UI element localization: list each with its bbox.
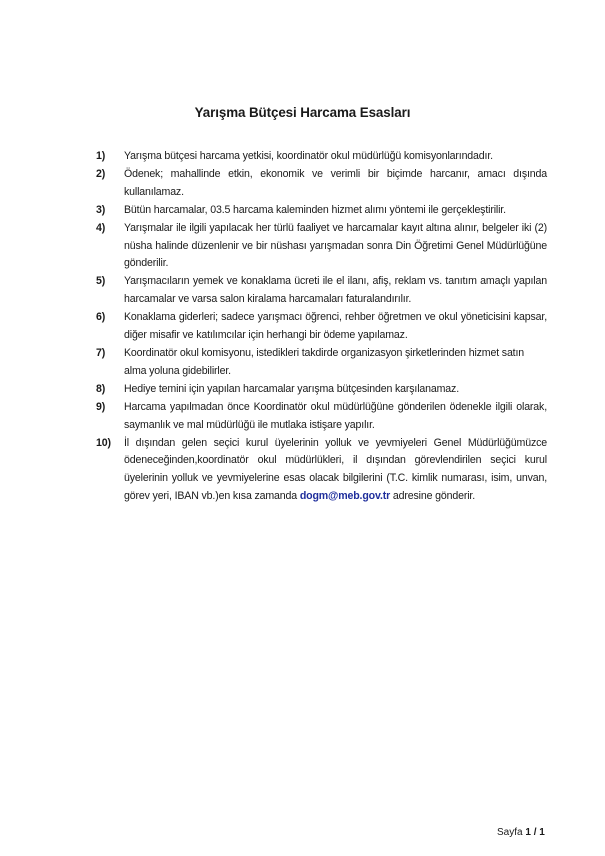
- list-item: [98, 166, 547, 202]
- item-number: 4): [96, 221, 106, 234]
- rules-list: [98, 148, 547, 506]
- item-text: İl dışından gelen seçici kurul üyelerinin yolluk ve yevmiyeleri Genel Müdürlüğümüzce ödeneceğinden,koordinatör okul müdürlükleri, il dışından görevlendirilen seçici kurul üyelerinin yolluk ve yevmiyelerine esas olacak bilgilerini (T.C. kimlik numarası, isim, unvan, görev yeri, IBAN vb.)en kısa zamanda: [124, 436, 547, 503]
- item-text: Yarışma bütçesi harcama yetkisi, koordinatör okul müdürlüğü komisyonlarındadır.: [124, 150, 493, 162]
- item-number: 7): [96, 346, 106, 359]
- item-number: 6): [96, 311, 106, 324]
- item-number: 1): [96, 150, 106, 162]
- list-item: [98, 220, 547, 274]
- list-item: [98, 273, 547, 309]
- email-link[interactable]: dogm@meb.gov.tr: [299, 490, 391, 503]
- item-number: 5): [96, 275, 106, 288]
- item-number: 3): [96, 203, 106, 216]
- list-item: [98, 399, 547, 435]
- item-text: Konaklama giderleri; sadece yarışmacı öğrenci, rehber öğretmen ve okul yöneticisini kapsar, diğer misafir ve katılımcılar için herhangi bir ödeme yapılamaz.: [124, 311, 547, 342]
- item-text: Koordinatör okul komisyonu, istedikleri takdirde organizasyon şirketlerinden hizmet satın alma yoluna gidebilirler.: [124, 346, 525, 377]
- document-title: Yarışma Bütçesi Harcama Esasları: [194, 105, 411, 120]
- item-number: 8): [96, 382, 106, 395]
- list-item: [98, 202, 547, 220]
- item-number: 2): [96, 167, 106, 180]
- list-item: [98, 435, 547, 507]
- page-indicator: 1 / 1: [525, 827, 545, 838]
- list-item: [98, 345, 547, 381]
- item-number: 9): [96, 400, 106, 413]
- item-text: Ödenek; mahallinde etkin, ekonomik ve verimli bir biçimde harcanır, amacı dışında kullanılamaz.: [124, 167, 547, 198]
- list-item: [98, 148, 547, 166]
- item-text: Hediye temini için yapılan harcamalar yarışma bütçesinden karşılanamaz.: [124, 382, 459, 395]
- item-number: 10): [96, 436, 111, 449]
- item-text: Yarışmacıların yemek ve konaklama ücreti ile el ilanı, afiş, reklam vs. tanıtım amaçlı yapılan harcamalar ve varsa salon kiralama harcamaları faturalandırılır.: [124, 275, 547, 306]
- page-label: Sayfa: [497, 827, 523, 838]
- list-item: [98, 309, 547, 345]
- page-footer: [497, 827, 545, 838]
- item-text: Harcama yapılmadan önce Koordinatör okul müdürlüğüne gönderilen ödenekle ilgili olarak, saymanlık ve mal müdürlüğü ile mutlaka istişare yapılır.: [124, 400, 547, 431]
- item-text-suffix: adresine gönderir.: [392, 490, 475, 503]
- item-text: Bütün harcamalar, 03.5 harcama kaleminden hizmet alımı yöntemi ile gerçekleştirilir.: [124, 203, 506, 216]
- item-text: Yarışmalar ile ilgili yapılacak her türlü faaliyet ve harcamalar kayıt altına alınır, belgeler iki (2) nüsha halinde düzenlenir ve bir nüshası yarışmadan sonra Din Öğretimi Genel Müdürlüğüne gönderilir.: [124, 221, 547, 270]
- list-item: [98, 381, 547, 399]
